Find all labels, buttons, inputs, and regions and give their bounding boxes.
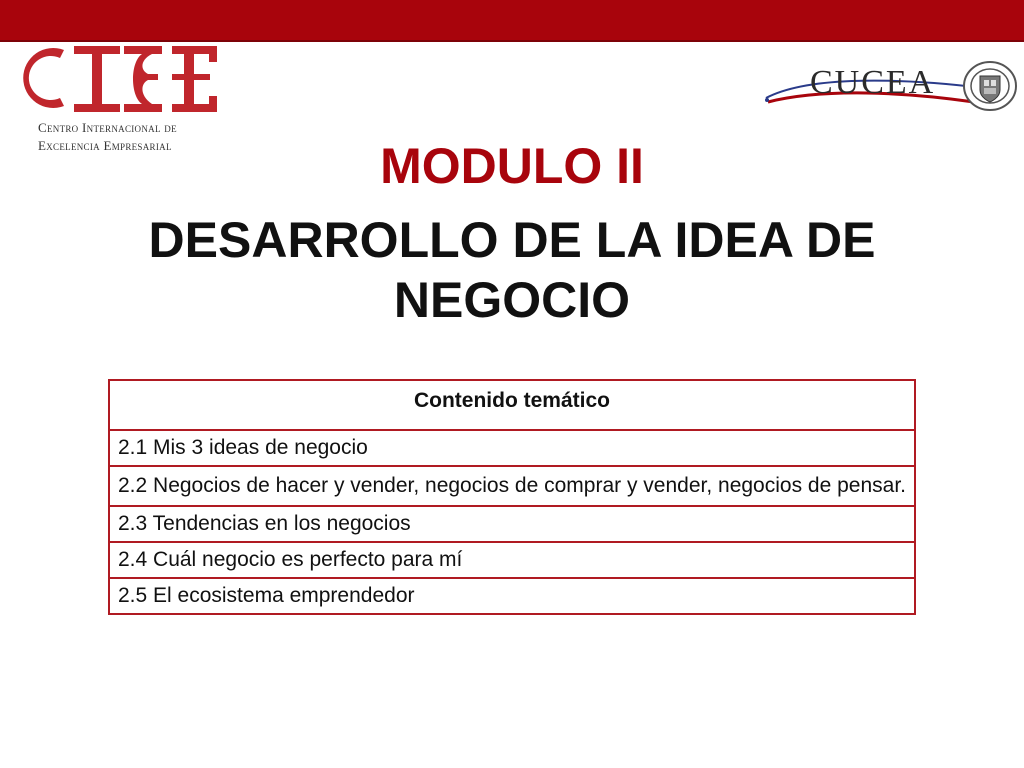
main-title: DESARROLLO DE LA IDEA DE NEGOCIO bbox=[148, 212, 876, 328]
table-row bbox=[109, 466, 915, 506]
ciee-logo-line2: Excelencia Empresarial bbox=[38, 138, 172, 153]
table-cell: 2.1 Mis 3 ideas de negocio bbox=[109, 430, 915, 466]
cucea-logo bbox=[764, 58, 1020, 118]
cucea-logo-text: CUCEA bbox=[810, 64, 936, 101]
table-header-row bbox=[109, 380, 915, 430]
table-cell: 2.4 Cuál negocio es perfecto para mí bbox=[109, 542, 915, 578]
table-row bbox=[109, 430, 915, 466]
table-cell: 2.5 El ecosistema emprendedor bbox=[109, 578, 915, 614]
ciee-logo-line1: Centro Internacional de bbox=[38, 120, 177, 135]
table-header-cell: Contenido temático bbox=[109, 380, 915, 430]
table-cell: 2.2 Negocios de hacer y vender, negocios de comprar y vender, negocios de pensar. bbox=[109, 466, 915, 506]
content-table bbox=[108, 379, 916, 615]
module-title: MODULO II bbox=[380, 138, 644, 194]
table-row bbox=[109, 542, 915, 578]
table-cell: 2.3 Tendencias en los negocios bbox=[109, 506, 915, 542]
table-row bbox=[109, 506, 915, 542]
top-banner-bar bbox=[0, 0, 1024, 40]
ciee-logo-mark bbox=[12, 40, 227, 120]
table-row bbox=[109, 578, 915, 614]
